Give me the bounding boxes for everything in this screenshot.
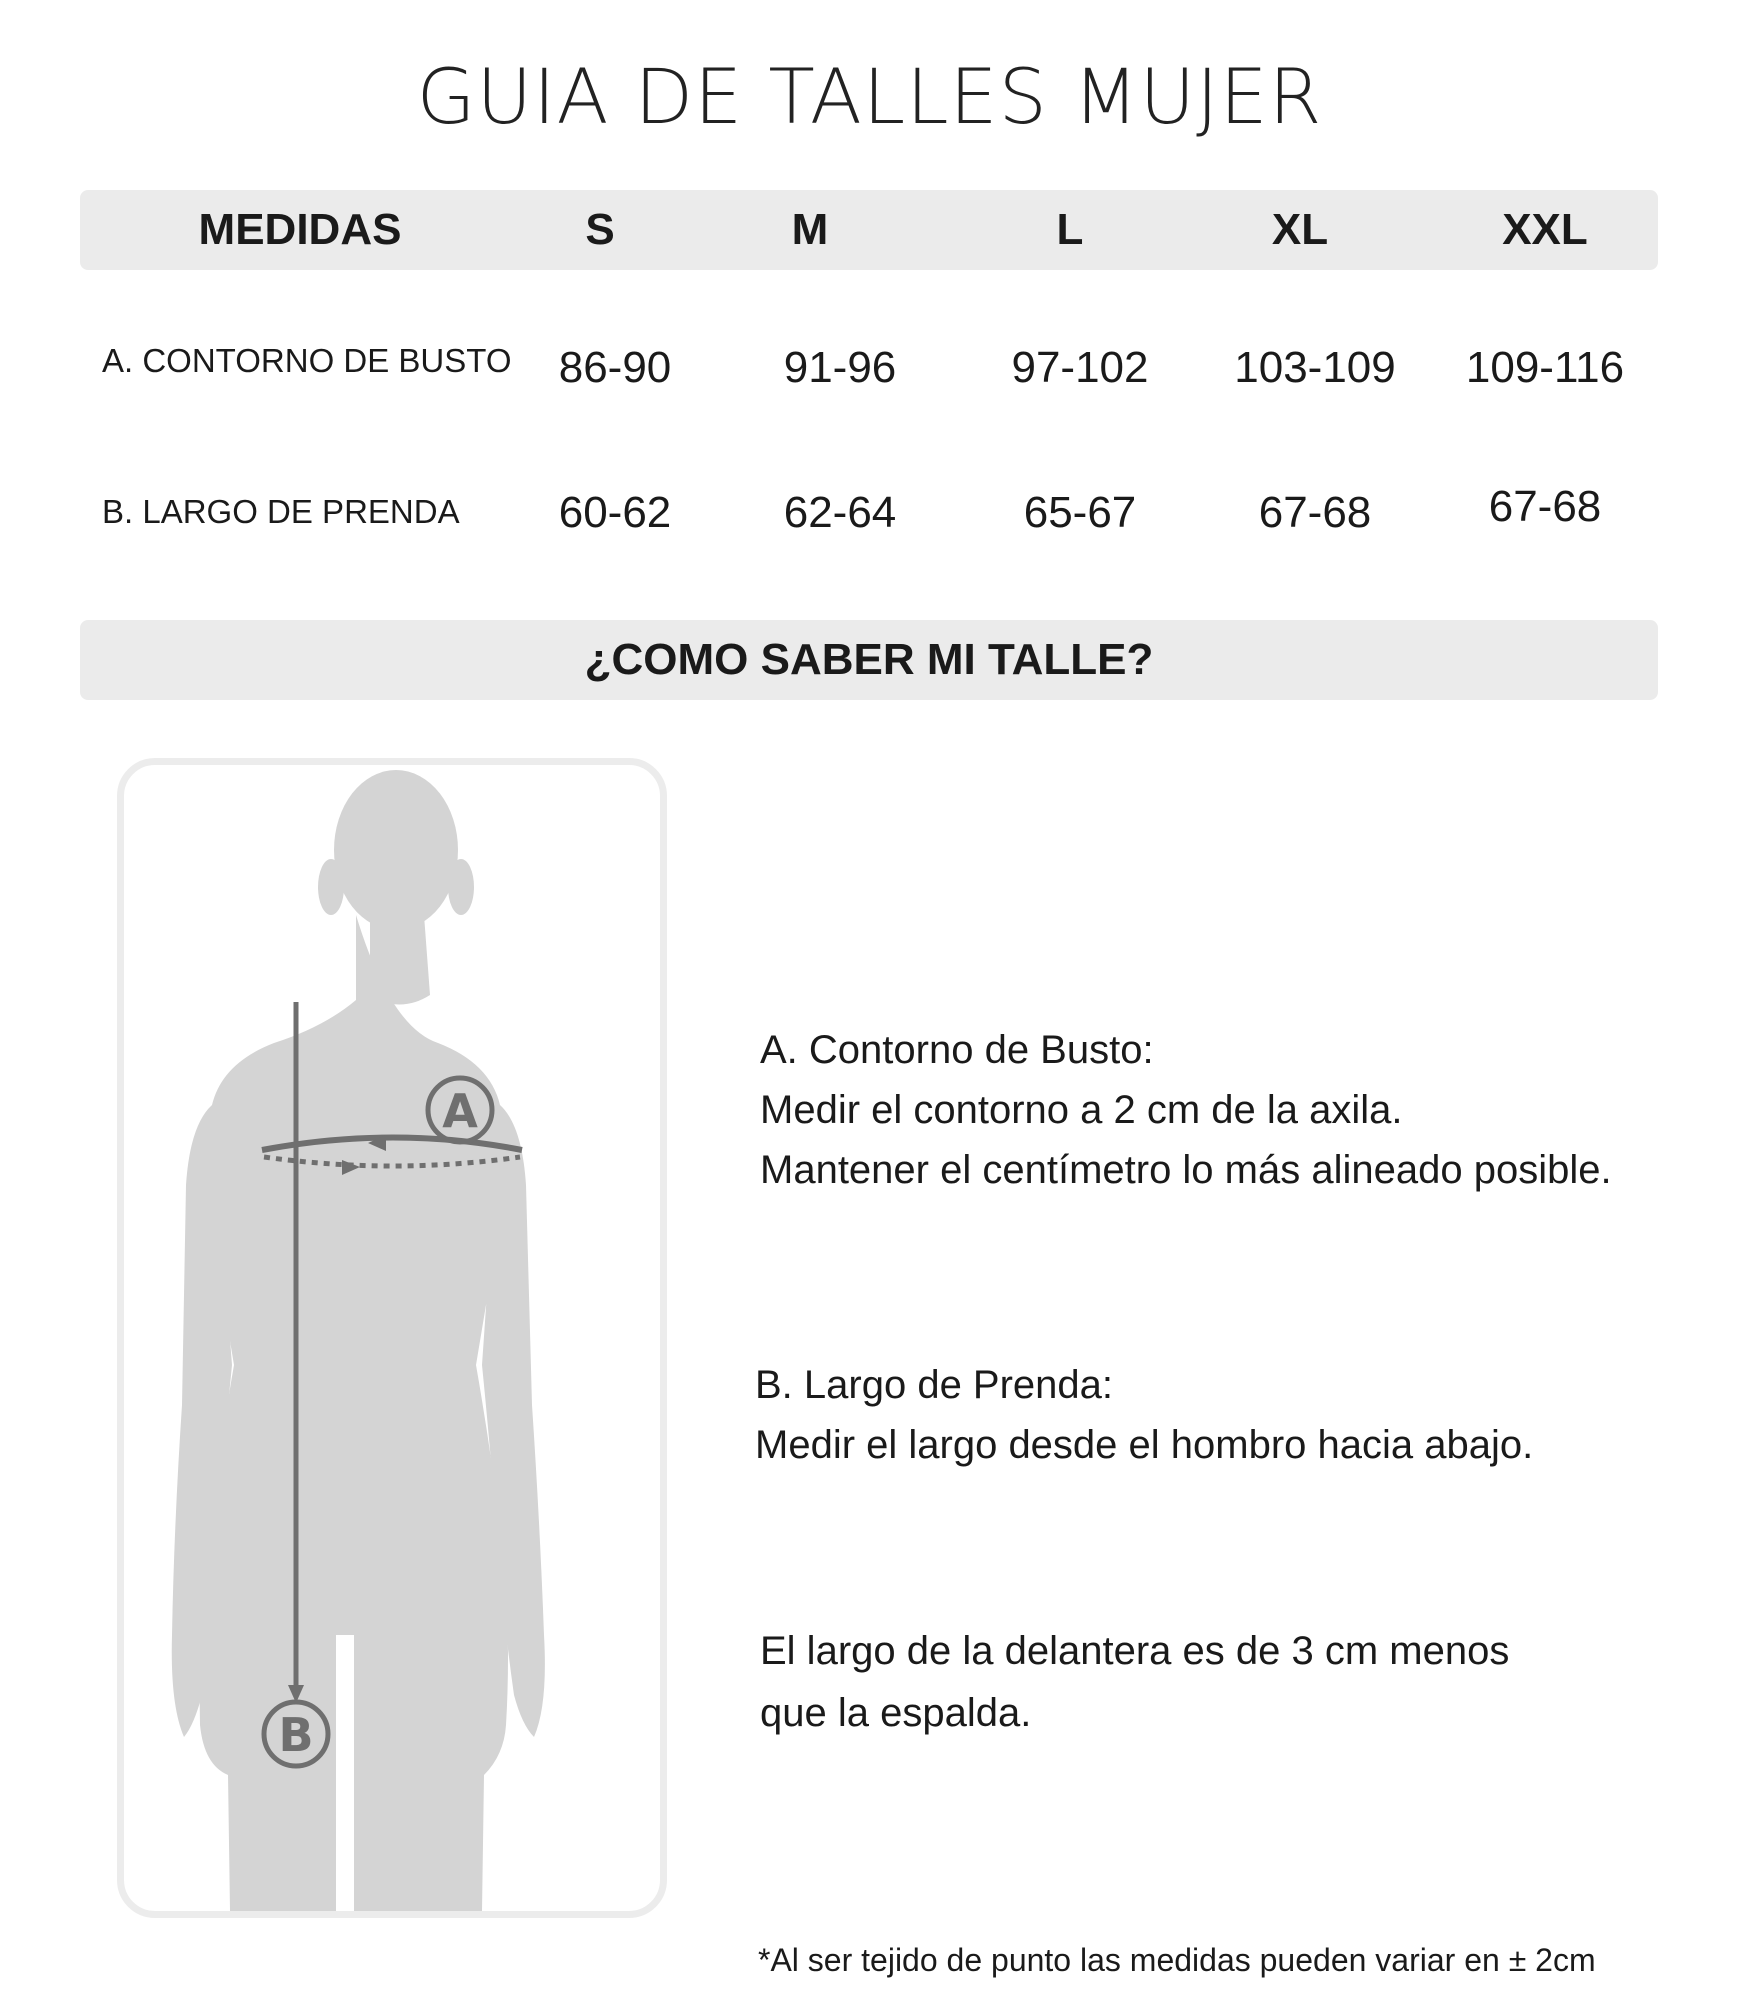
busto-m: 91-96: [783, 343, 897, 392]
front-note-line1: El largo de la delantera es de 3 cm menos: [760, 1629, 1510, 1673]
instruction-a-line2: Mantener el centímetro lo más alineado posible.: [760, 1148, 1612, 1192]
marker-a: A: [442, 1084, 478, 1138]
busto-xxl: 109-116: [1465, 343, 1625, 392]
header-size-xl: XL: [1271, 205, 1329, 254]
largo-m: 62-64: [783, 488, 897, 537]
front-length-note: [760, 1620, 1509, 1744]
largo-xl: 67-68: [1258, 488, 1372, 537]
body-silhouette-icon: [124, 765, 660, 1911]
instruction-b: [755, 1355, 1533, 1475]
header-size-s: S: [585, 205, 615, 254]
body-figure-frame: [117, 758, 667, 1918]
header-size-l: L: [1056, 205, 1084, 254]
marker-b: B: [278, 1708, 314, 1762]
busto-l: 97-102: [1011, 343, 1149, 392]
header-medidas: MEDIDAS: [198, 205, 402, 254]
instruction-a-title: A. Contorno de Busto:: [760, 1028, 1154, 1072]
row-label-busto: A. CONTORNO DE BUSTO: [102, 342, 512, 379]
row-label-largo: B. LARGO DE PRENDA: [102, 493, 460, 530]
busto-s: 86-90: [558, 343, 672, 392]
footnote: *Al ser tejido de punto las medidas pueden variar en ± 2cm: [758, 1942, 1596, 1978]
instruction-b-title: B. Largo de Prenda:: [755, 1363, 1114, 1407]
page-title: GUIA DE TALLES MUJER: [416, 52, 1323, 141]
busto-xl: 103-109: [1234, 343, 1396, 392]
instruction-b-line1: Medir el largo desde el hombro hacia abajo.: [755, 1423, 1534, 1467]
front-note-line2: que la espalda.: [760, 1691, 1032, 1735]
instruction-a: [760, 1020, 1612, 1200]
largo-s: 60-62: [558, 488, 672, 537]
instruction-a-line1: Medir el contorno a 2 cm de la axila.: [760, 1088, 1403, 1132]
header-size-xxl: XXL: [1502, 205, 1588, 254]
header-size-m: M: [791, 205, 829, 254]
largo-l: 65-67: [1023, 488, 1137, 537]
section-heading: ¿COMO SABER MI TALLE?: [584, 635, 1154, 684]
largo-xxl: 67-68: [1488, 482, 1602, 531]
